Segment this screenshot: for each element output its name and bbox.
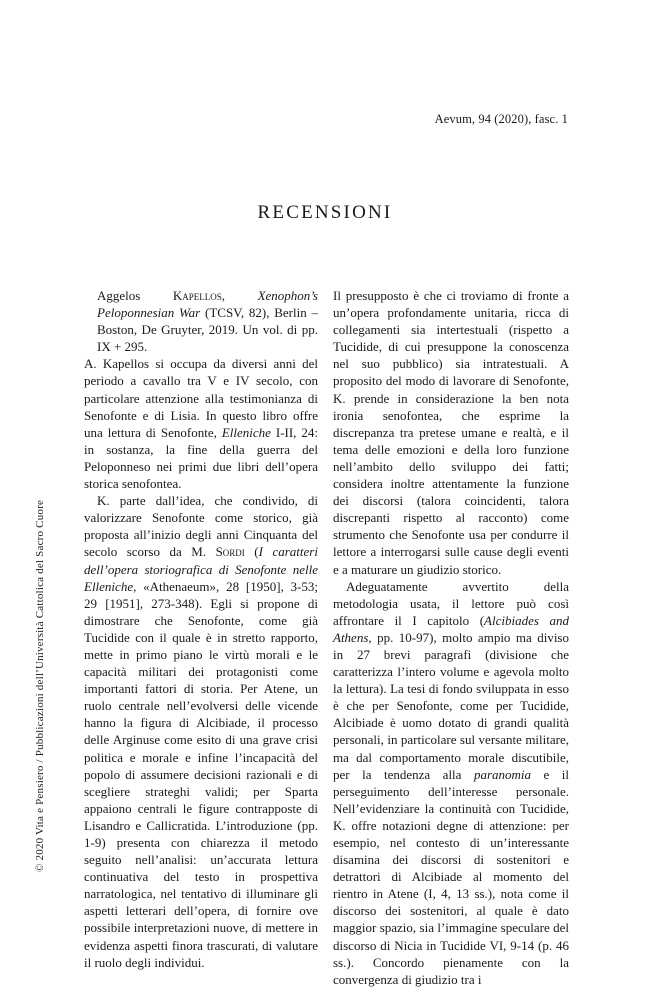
paragraph: A. Kapellos si occupa da diversi anni del periodo a cavallo tra V e IV secolo, con particolare attenzione alla testimonianza di Senofonte e di Lisia. In questo libro offre una lettura di Senofonte, Elleniche I-II, 24: in sostanza, la fine della guerra del Peloponneso nei primi due libri dell’opera storica senofontea. — [84, 356, 318, 492]
book-title: Xenophon’s Peloponnesian War — [97, 288, 318, 321]
left-column — [84, 287, 318, 971]
bibliographic-entry: Aggelos Kapellos, Xenophon’s Peloponnesian War (TCSV, 82), Berlin – Boston, De Gruyter, 2019. Un vol. di pp. IX + 295. — [97, 288, 318, 355]
cited-author: Sordi — [215, 544, 245, 560]
paragraph: Il presupposto è che ci troviamo di fronte a un’opera profondamente unitaria, ricca di collegamenti sia intertestuali (rispetto a Tucidide, di cui presuppone la conoscenza nel suo pubblico) sia intratestuali. A proposito del modo di lavorare di Senofonte, K. prende in considerazione la ben nota ironia senofontea, che esprime la discrepanza tra pretese umane e realtà, e il tema delle emozioni e della loro funzione nell’ambito dello sviluppo dei fatti; considera inoltre attentamente la funzione dei discorsi (talora coincidenti, talora discrepanti rispetto al racconto) come strumento che Senofonte usa per condurre il lettore a interrogarsi sulle cause degli eventi e a maturare un giudizio storico. — [333, 288, 569, 577]
book-details: (TCSV, 82), Berlin – Boston, De Gruyter, 2019. Un vol. di pp. IX + 295. — [97, 305, 318, 355]
running-head: Aevum, 94 (2020), fasc. 1 — [434, 112, 568, 126]
term: paranomia — [473, 766, 531, 782]
right-column — [333, 287, 569, 988]
copyright-side-note: © 2020 Vita e Pensiero / Pubblicazioni dell’Università Cattolica del Sacro Cuore — [34, 499, 46, 872]
section-title: RECENSIONI — [257, 202, 393, 223]
cited-work-title: I caratteri dell’opera storiografica di Senofonte nelle Elleniche — [84, 544, 318, 594]
paragraph: K. parte dall’idea, che condivido, di valorizzare Senofonte come storico, già proposta all’inizio degli anni Cinquanta del secolo scorso da M. Sordi (I caratteri dell’opera storiografica di Senofonte nelle Elleniche, «Athenaeum», 28 [1950], 3-53; 29 [1951], 273-348). Egli si propone di dimostrare che Senofonte, come già Tucidide con il quale è in stretto rapporto, mette in primo piano le virtù morali e le capacità militari dei protagonisti come importanti fattori di storia. Per Atene, un ruolo centrale nell’evolversi delle vicende hanno la figura di Alcibiade, il processo delle Arginuse come esito di una grave crisi politica e morale e infine l’incapacità del popolo di assumere decisioni razionali e di scegliere strateghi validi; per Sparta appaiono centrali le figure contrapposte di Lisandro e Callicratida. L’introduzione (pp. 1-9) presenta con chiarezza il metodo seguito nell’analisi: un’accurata lettura continuativa del testo in prospettiva narratologica, nel tentativo di illuminare gli aspetti letterari dell’opera, di fornire ove possibile interpretazioni nuove, di mettere in evidenza aspetti finora trascurati, di valutare il ruolo degli individui. — [84, 493, 318, 970]
paragraph: Adeguatamente avvertito della metodologia usata, il lettore può così affrontare il I capitolo (Alcibiades and Athens, pp. 10-97), molto ampio ma diviso in 27 brevi paragrafi (divisione che caratterizza l’intero volume e agevola molto la lettura). La tesi di fondo sviluppata in esso è che per Senofonte, come per Tucidide, Alcibiade è uomo dotato di grandi qualità personali, in particolare sul versante militare, ma dal comportamento morale discutibile, per la tendenza alla paranomia e il perseguimento dell’interesse personale. Nell’evidenziare la continuità con Tucidide, K. offre notazioni degne di attenzione: per esempio, nel contesto di un’interessante disamina dei discorsi di sostenitori e detrattori di Alcibiade al momento del rientro in Atene (I, 4, 13 ss.), nota come il discorso dei sostenitori, al quale è dato maggior spazio, sia l’immagine speculare del discorso di Nicia in Tucidide VI, 9-14 (p. 46 ss.). Concordo pienamente con la convergenza di giudizio tra i — [333, 578, 569, 987]
author-surname: Kapellos — [172, 288, 222, 303]
chapter-title: Alcibiades and Athens — [333, 612, 569, 645]
author-first-name: Aggelos — [97, 288, 173, 303]
